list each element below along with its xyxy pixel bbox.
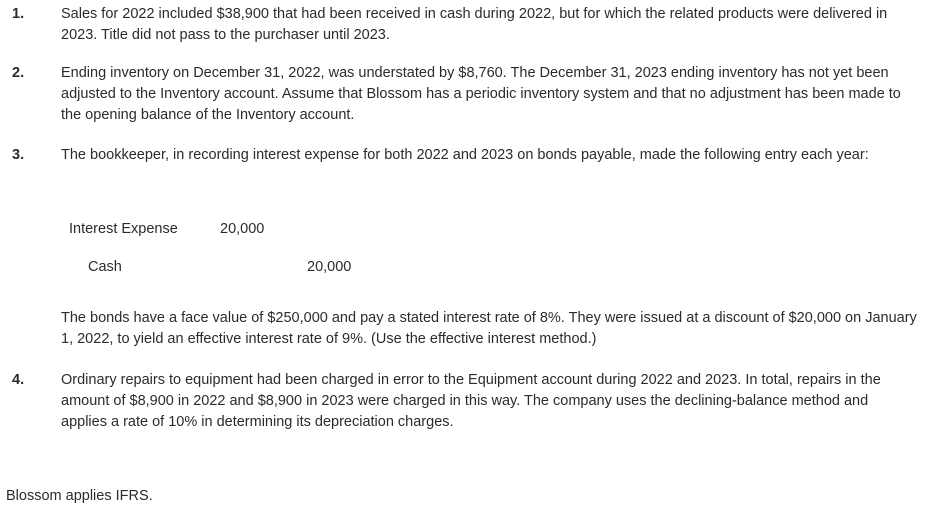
footer-note: Blossom applies IFRS. bbox=[6, 488, 153, 504]
item-text: Ordinary repairs to equipment had been charged in error to the Equipment account during 2022 and 2023. In total, repairs in the amount of $8,900 in 2022 and $8,900 in 2023 were charged in this way. The company uses the declining-balance method and applies a rate of 10% in determining its depreciation charges. bbox=[61, 372, 881, 430]
item-text: The bookkeeper, in recording interest expense for both 2022 and 2023 on bonds payable, made the following entry each year: bbox=[61, 147, 869, 163]
item-number: 4. bbox=[12, 372, 25, 388]
item-number: 2. bbox=[12, 65, 25, 81]
item-number: 1. bbox=[12, 6, 25, 22]
item-number: 3. bbox=[12, 147, 25, 163]
journal-credit-amount: 20,000 bbox=[307, 259, 352, 275]
journal-debit-account: Interest Expense bbox=[69, 221, 178, 237]
journal-credit-account: Cash bbox=[88, 259, 122, 275]
journal-debit-amount: 20,000 bbox=[220, 221, 265, 237]
item-followup-text: The bonds have a face value of $250,000 and pay a stated interest rate of 8%. They were issued at a discount of $20,000 on January 1, 2022, to yield an effective interest rate of 9%. (Use the effective interest method.) bbox=[61, 310, 917, 347]
item-text: Sales for 2022 included $38,900 that had been received in cash during 2022, but for which the related products were delivered in 2023. Title did not pass to the purchaser until 2023. bbox=[61, 6, 888, 43]
item-text: Ending inventory on December 31, 2022, was understated by $8,760. The December 31, 2023 ending inventory has not yet been adjusted to the Inventory account. Assume that Blossom has a periodic inventory system and that no adjustment has been made to the opening balance of the Inventory account. bbox=[61, 65, 901, 123]
